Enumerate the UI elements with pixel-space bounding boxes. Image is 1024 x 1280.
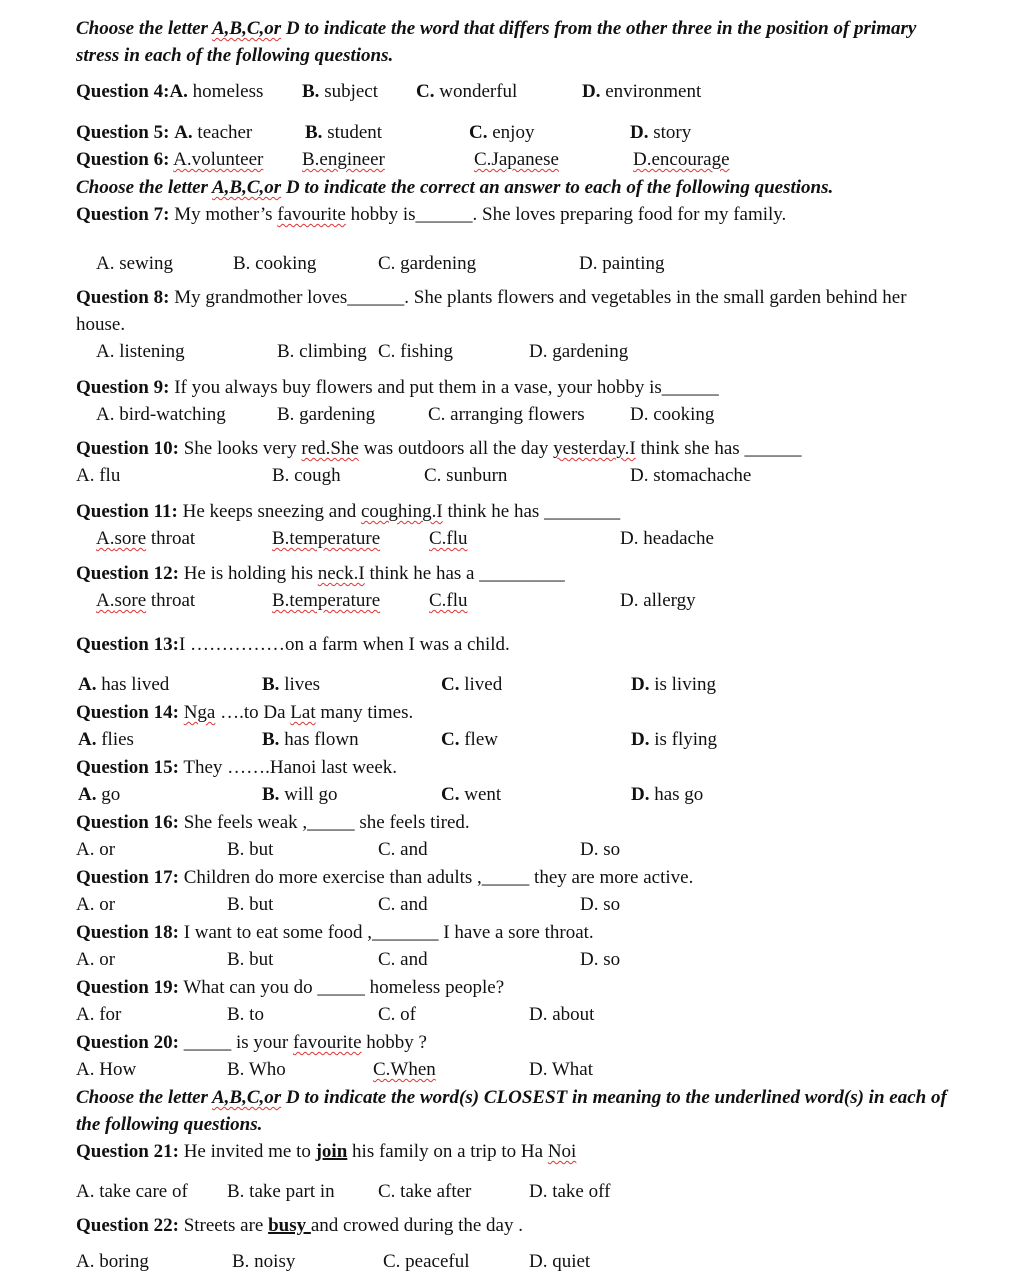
question-8-cont: house.	[76, 314, 126, 335]
q7-option-d: D. painting	[579, 253, 665, 274]
q18-option-a: A. or	[76, 949, 116, 970]
q12-option-b: B.temperature	[272, 590, 381, 611]
q4-option-c: C. wonderful	[416, 81, 518, 102]
q22-option-c: C. peaceful	[383, 1251, 470, 1272]
q9-option-b: B. gardening	[277, 404, 376, 425]
q18-option-d: D. so	[580, 949, 621, 970]
q12-option-d: D. allergy	[620, 590, 696, 611]
option-a: homeless	[192, 81, 264, 102]
question-label: Question 6:	[76, 149, 170, 170]
q19-option-d: D. about	[529, 1004, 595, 1025]
q20-option-d: D. What	[529, 1059, 594, 1080]
q13-option-b: B. lives	[262, 674, 321, 695]
q16-option-c: C. and	[378, 839, 428, 860]
question-16: Question 16: She feels weak ,_____ she feels tired.	[76, 812, 470, 833]
question-21: Question 21: He invited me to join his family on a trip to Ha Noi	[76, 1141, 577, 1162]
underlined-word: busy	[268, 1215, 311, 1236]
question-11: Question 11: He keeps sneezing and coughing.I think he has ________	[76, 501, 621, 522]
q11-option-b: B.temperature	[272, 528, 381, 549]
q18-option-b: B. but	[227, 949, 274, 970]
instruction-closest: Choose the letter A,B,C,or D to indicate the word(s) CLOSEST in meaning to the underlined word(s) in each of the following questions.	[76, 1087, 947, 1135]
question-15: Question 15: They …….Hanoi last week.	[76, 757, 398, 778]
question-label: Question 5:	[76, 122, 170, 143]
q7-option-c: C. gardening	[378, 253, 477, 274]
q14-option-d: D. is flying	[631, 729, 718, 750]
q10-option-a: A. flu	[76, 465, 121, 486]
q13-option-d: D. is living	[631, 674, 716, 695]
q6-option-c: C.Japanese	[474, 149, 559, 170]
q5-option-d: D. story	[630, 122, 692, 143]
question-20: Question 20: _____ is your favourite hobby ?	[76, 1032, 427, 1053]
q13-option-a: A. has lived	[78, 674, 170, 695]
q10-option-d: D. stomachache	[630, 465, 752, 486]
question-22: Question 22: Streets are busy and crowed during the day .	[76, 1215, 523, 1236]
q17-option-c: C. and	[378, 894, 428, 915]
q9-option-a: A. bird-watching	[96, 404, 226, 425]
q5-option-b: B. student	[305, 122, 383, 143]
q17-option-d: D. so	[580, 894, 621, 915]
q7-option-b: B. cooking	[233, 253, 317, 274]
q19-option-a: A. for	[76, 1004, 122, 1025]
q16-option-b: B. but	[227, 839, 274, 860]
question-9: Question 9: If you always buy flowers and put them in a vase, your hobby is______	[76, 377, 719, 398]
q13-option-c: C. lived	[441, 674, 503, 695]
instruction-correct: Choose the letter A,B,C,or D to indicate the correct an answer to each of the following questions.	[76, 177, 834, 198]
question-label: Question 4:	[76, 81, 170, 102]
question-8: Question 8: My grandmother loves______. She plants flowers and vegetables in the small garden behind her	[76, 287, 907, 308]
question-4	[76, 80, 263, 104]
q19-option-b: B. to	[227, 1004, 264, 1025]
instruction-letters: A,B,C,or	[212, 18, 282, 39]
q22-option-d: D. quiet	[529, 1251, 591, 1272]
option-a: A.volunteer	[173, 149, 264, 170]
q6-option-b: B.engineer	[302, 149, 385, 170]
q5-option-c: C. enjoy	[469, 122, 535, 143]
q6-option-d: D.encourage	[633, 149, 730, 170]
q21-option-b: B. take part in	[227, 1181, 335, 1202]
question-14: Question 14: Nga ….to Da Lat many times.	[76, 702, 414, 723]
q17-option-a: A. or	[76, 894, 116, 915]
question-13: Question 13:I ……………on a farm when I was a child.	[76, 634, 510, 655]
q20-option-c: C.When	[373, 1059, 436, 1080]
q20-option-b: B. Who	[227, 1059, 286, 1080]
question-12: Question 12: He is holding his neck.I think he has a _________	[76, 563, 565, 584]
option-letter: A.	[169, 81, 188, 102]
q12-option-c: C.flu	[429, 590, 468, 611]
question-7: Question 7: My mother’s favourite hobby is______. She loves preparing food for my family.	[76, 204, 787, 225]
q8-option-b: B. climbing	[277, 341, 367, 362]
q12-option-a: A.sore throat	[96, 590, 196, 611]
q14-option-a: A. flies	[78, 729, 134, 750]
instruction-text: D to indicate the word that differs from the other three in the position of primary stress in each of the following questions.	[76, 18, 917, 66]
q15-option-a: A. go	[78, 784, 121, 805]
q9-option-c: C. arranging flowers	[428, 404, 585, 425]
instruction-text: Choose the letter	[76, 18, 212, 39]
q15-option-b: B. will go	[262, 784, 338, 805]
q20-option-a: A. How	[76, 1059, 137, 1080]
instruction-stress	[76, 15, 956, 69]
underlined-word: join	[315, 1141, 348, 1162]
question-19: Question 19: What can you do _____ homeless people?	[76, 977, 505, 998]
q14-option-c: C. flew	[441, 729, 498, 750]
q11-option-c: C.flu	[429, 528, 468, 549]
q8-option-c: C. fishing	[378, 341, 453, 362]
q16-option-a: A. or	[76, 839, 116, 860]
q11-option-d: D. headache	[620, 528, 714, 549]
q22-option-b: B. noisy	[232, 1251, 296, 1272]
question-17: Question 17: Children do more exercise than adults ,_____ they are more active.	[76, 867, 694, 888]
option-a: teacher	[197, 122, 253, 143]
q4-option-b: B. subject	[302, 81, 379, 102]
q18-option-c: C. and	[378, 949, 428, 970]
q21-option-c: C. take after	[378, 1181, 472, 1202]
q21-option-a: A. take care of	[76, 1181, 188, 1202]
q16-option-d: D. so	[580, 839, 621, 860]
q19-option-c: C. of	[378, 1004, 416, 1025]
q8-option-a: A. listening	[96, 341, 185, 362]
question-18: Question 18: I want to eat some food ,_______ I have a sore throat.	[76, 922, 594, 943]
q22-option-a: A. boring	[76, 1251, 149, 1272]
q9-option-d: D. cooking	[630, 404, 715, 425]
q11-option-a: A.sore throat	[96, 528, 196, 549]
q15-option-c: C. went	[441, 784, 502, 805]
q21-option-d: D. take off	[529, 1181, 611, 1202]
q14-option-b: B. has flown	[262, 729, 359, 750]
question-10: Question 10: She looks very red.She was outdoors all the day yesterday.I think she has ______	[76, 438, 802, 459]
q8-option-d: D. gardening	[529, 341, 629, 362]
q10-option-b: B. cough	[272, 465, 341, 486]
q17-option-b: B. but	[227, 894, 274, 915]
q10-option-c: C. sunburn	[424, 465, 508, 486]
question-6	[76, 148, 263, 172]
q15-option-d: D. has go	[631, 784, 704, 805]
q4-option-d: D. environment	[582, 81, 702, 102]
q7-option-a: A. sewing	[96, 253, 174, 274]
question-5: Question 5: A. teacher	[76, 122, 253, 143]
